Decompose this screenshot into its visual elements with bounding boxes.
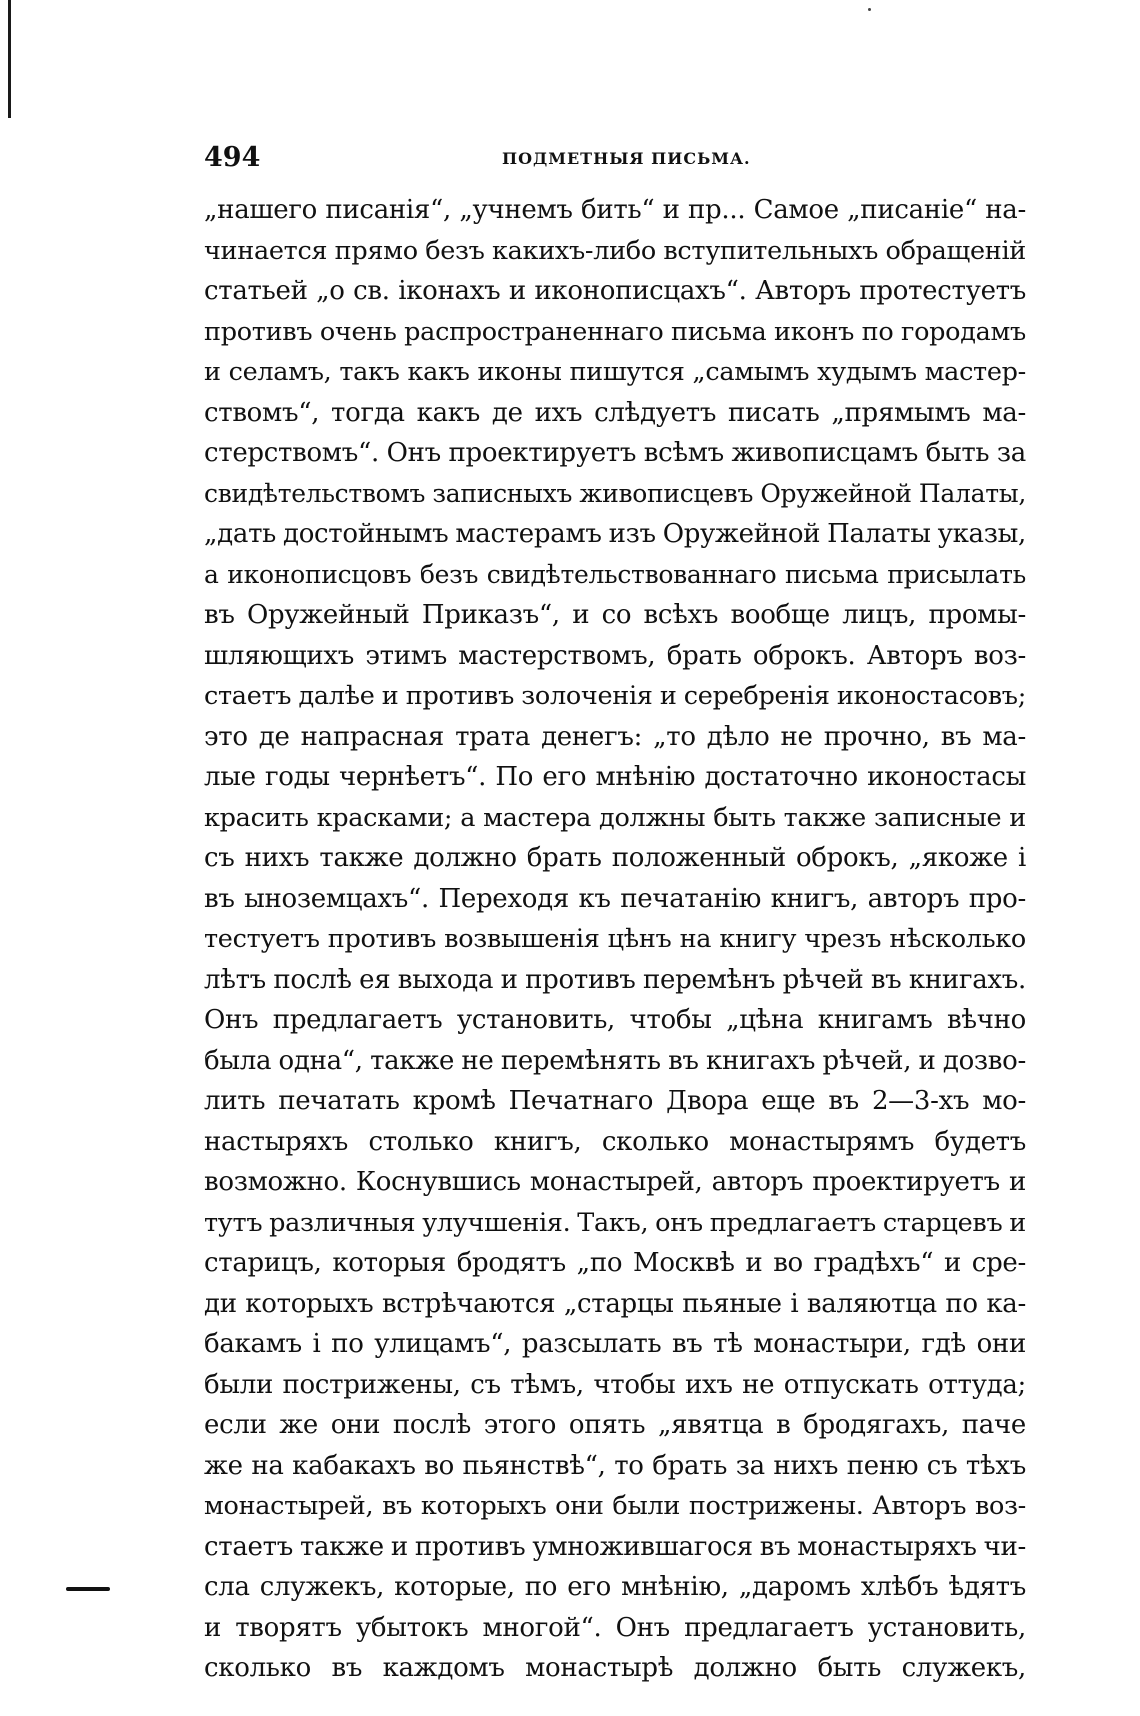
text-line: если же они послѣ этого опять „явятца в бродягахъ, паче [204, 1410, 1026, 1440]
text-line: были пострижены, съ тѣмъ, чтобы ихъ не отпускать оттуда; [204, 1369, 1026, 1400]
text-line: Онъ предлагаетъ установить, чтобы „цѣна книгамъ вѣчно [204, 1005, 1026, 1035]
text-line: противъ очень распространеннаго письма иконъ по городамъ [204, 316, 1026, 347]
text-line: лить печатать кромѣ Печатнаго Двора еще въ 2—3-хъ мо- [204, 1086, 1026, 1116]
text-line: лые годы чернѣетъ“. По его мнѣнію достаточно иконостасы [204, 762, 1026, 792]
text-line: стаетъ далѣе и противъ золоченія и серебренія иконостасовъ; [204, 681, 1026, 711]
text-line: а иконописцовъ безъ свидѣтельствованнаго письма присылать [204, 559, 1026, 589]
text-line: въ Оружейный Приказъ“, и со всѣхъ вообще лицъ, промы- [204, 600, 1026, 630]
text-line: статьей „о св. іконахъ и иконописцахъ“. Авторъ протестуетъ [204, 276, 1026, 306]
text-line: „дать достойнымъ мастерамъ изъ Оружейной Палаты указы, [204, 519, 1026, 549]
text-line: шляющихъ этимъ мастерствомъ, брать оброкъ. Авторъ воз- [204, 640, 1026, 671]
body-text [204, 190, 1026, 1689]
text-line: возможно. Коснувшись монастырей, авторъ проектируетъ и [204, 1167, 1026, 1197]
text-line: была одна“, также не перемѣнять въ книгахъ рѣчей, и дозво- [204, 1045, 1026, 1076]
text-line: ди которыхъ встрѣчаются „старцы пьяные і валяютца по ка- [204, 1288, 1026, 1319]
text-line: лѣтъ послѣ ея выхода и противъ перемѣнъ рѣчей въ книгахъ. [204, 964, 1026, 995]
text-line: въ ынoземцахъ“. Переходя къ печатанію книгъ, авторъ про- [204, 883, 1026, 914]
text-line: стерствомъ“. Онъ проектируетъ всѣмъ живописцамъ быть за [204, 438, 1026, 468]
page-header [204, 141, 1024, 175]
text-line: сколько въ каждомъ монастырѣ должно быть служекъ, [204, 1653, 1026, 1683]
text-line: красить красками; а мастера должны быть также записные и [204, 802, 1026, 833]
page-edge-border [8, 0, 11, 118]
text-line: чинается прямо безъ какихъ-либо вступительныхъ обращеній [204, 235, 1026, 266]
text-line: стаетъ также и противъ умножившагося въ монастыряхъ чи- [204, 1531, 1026, 1562]
text-line: настыряхъ столько книгъ, сколько монастырямъ будетъ [204, 1126, 1026, 1157]
text-line: это де напрасная трата денегъ: „то дѣло не прочно, въ ма- [204, 721, 1026, 752]
text-line: бакамъ і по улицамъ“, разсылать въ тѣ монастыри, гдѣ они [204, 1329, 1026, 1359]
text-line: тестуетъ противъ возвышенія цѣнъ на книгу чрезъ нѣсколько [204, 924, 1026, 954]
text-line: съ нихъ также должно брать положенный оброкъ, „якоже і [204, 843, 1026, 873]
text-line: ствомъ“, тогда какъ де ихъ слѣдуетъ писать „прямымъ ма- [204, 397, 1026, 428]
text-line: же на кабакахъ во пьянствѣ“, то брать за нихъ пеню съ тѣхъ [204, 1450, 1026, 1481]
running-title: ПОДМЕТНЫЯ ПИСЬМА. [502, 149, 751, 168]
footer-dash-mark [66, 1587, 110, 1591]
text-line: тутъ различныя улучшенія. Такъ, онъ предлагаетъ старцевъ и [204, 1207, 1026, 1238]
page-number: 494 [204, 142, 261, 173]
text-line: „нашего писанія“, „учнемъ бить“ и пр... Самое „писаніе“ на- [204, 195, 1026, 225]
scan-speck [868, 8, 871, 11]
text-line: старицъ, которыя бродятъ „по Москвѣ и во градѣхъ“ и сре- [204, 1248, 1026, 1278]
text-line: и селамъ, такъ какъ иконы пишутся „самымъ худымъ мастер- [204, 357, 1026, 387]
text-line: сла служекъ, которые, по его мнѣнію, „даромъ хлѣбъ ѣдятъ [204, 1572, 1026, 1602]
text-line: и творятъ убытокъ многой“. Онъ предлагаетъ установить, [204, 1612, 1026, 1643]
text-line: монастырей, въ которыхъ они были пострижены. Авторъ воз- [204, 1491, 1026, 1521]
text-line: свидѣтельствомъ записныхъ живописцевъ Оружейной Палаты, [204, 478, 1026, 508]
